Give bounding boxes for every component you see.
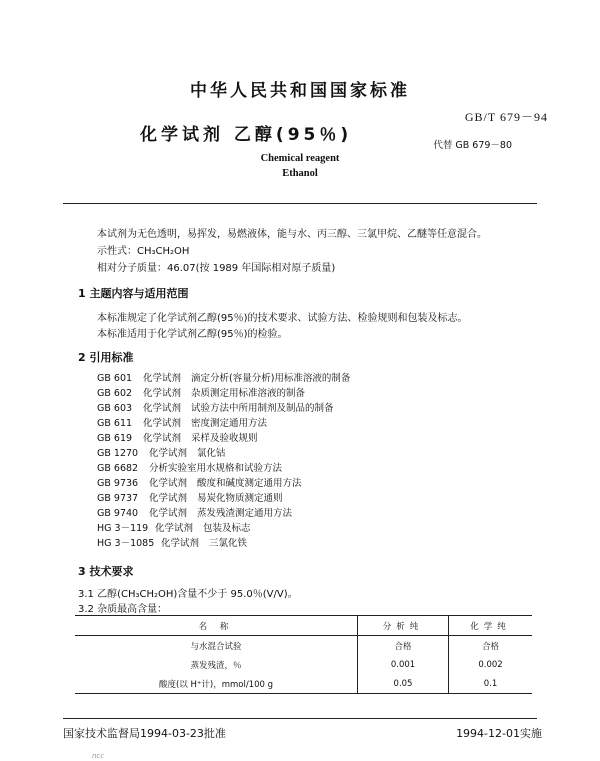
reference-code: HG 3－1085 xyxy=(97,538,155,549)
section-3-item-1: 3.1 乙醇(CH₃CH₂OH)含量不少于 95.0％(V/V)。 xyxy=(78,589,298,600)
table-cell: 蒸发残渣，％ xyxy=(190,660,242,671)
table-header-row xyxy=(75,616,532,636)
reference-publisher: 化学试剂 xyxy=(143,388,182,399)
reference-publisher: 化学试剂 xyxy=(143,373,182,384)
section-3-item-2: 3.2 杂质最高含量： xyxy=(78,604,168,615)
reference-code: GB 611 xyxy=(97,418,133,429)
reference-title: 易炭化物质测定通则 xyxy=(197,493,283,504)
table-cell: 0.001 xyxy=(358,655,449,674)
intro-line-1: 本试剂为无色透明，易挥发，易燃液体，能与水、丙三醇、三氯甲烷、乙醚等任意混合。 xyxy=(97,229,487,240)
table-cell: 与水混合试验 xyxy=(190,641,242,652)
reference-title: 蒸发残渣测定通用方法 xyxy=(197,508,293,519)
reference-publisher: 化学试剂 xyxy=(143,433,182,444)
reference-item xyxy=(97,490,283,504)
reference-title: 密度测定通用方法 xyxy=(191,418,268,429)
intro-line-3: 相对分子质量：46.07(按 1989 年国际相对原子质量) xyxy=(97,263,336,274)
reference-item xyxy=(97,415,267,429)
national-standard-heading: 中华人民共和国国家标准 xyxy=(190,81,410,101)
reference-item xyxy=(97,445,226,459)
reference-publisher: 化学试剂 xyxy=(149,448,188,459)
document-title: 化学试剂 乙醇(95％) xyxy=(140,125,353,145)
margin-note: ncc xyxy=(92,752,105,760)
reference-item xyxy=(97,370,350,384)
reference-code: GB 601 xyxy=(97,373,133,384)
section-2-heading: 2 引用标准 xyxy=(78,351,134,364)
reference-code: GB 6682 xyxy=(97,463,139,474)
table-row xyxy=(75,655,532,674)
english-title-line1: Chemical reagent xyxy=(260,153,340,164)
section-1-heading: 1 主题内容与适用范围 xyxy=(78,287,189,300)
table-cell: 合格 xyxy=(449,636,533,656)
header-divider xyxy=(63,203,537,204)
effective-date: 1994-12-01实施 xyxy=(456,727,542,740)
footer-divider xyxy=(63,718,537,719)
reference-publisher: 化学试剂 xyxy=(155,523,194,534)
replaces-note: 代替 GB 679－80 xyxy=(433,140,512,151)
reference-code: GB 9737 xyxy=(97,493,139,504)
reference-code: GB 619 xyxy=(97,433,133,444)
table-cell: 0.05 xyxy=(358,674,449,694)
column-header-analytical: 分析纯 xyxy=(358,616,449,636)
reference-publisher: 化学试剂 xyxy=(149,493,188,504)
reference-item xyxy=(97,535,247,549)
reference-code: GB 1270 xyxy=(97,448,139,459)
reference-title: 包装及标志 xyxy=(203,523,251,534)
english-title-line2: Ethanol xyxy=(282,168,318,179)
reference-item xyxy=(97,400,334,414)
reference-item xyxy=(97,385,305,399)
reference-publisher: 化学试剂 xyxy=(161,538,200,549)
table-row xyxy=(75,674,532,694)
reference-code: GB 603 xyxy=(97,403,133,414)
reference-publisher: 化学试剂 xyxy=(143,418,182,429)
section-3-heading: 3 技术要求 xyxy=(78,565,134,578)
reference-item xyxy=(97,475,302,489)
section-1-line-1: 本标准规定了化学试剂乙醇(95％)的技术要求、试验方法、检验规则和包装及标志。 xyxy=(97,313,468,324)
section-1-line-2: 本标准适用于化学试剂乙醇(95％)的检验。 xyxy=(97,329,288,340)
impurity-table xyxy=(75,615,532,694)
reference-item xyxy=(97,520,251,534)
reference-title: 氯化钴 xyxy=(197,448,226,459)
reference-code: GB 602 xyxy=(97,388,133,399)
reference-publisher: 化学试剂 xyxy=(143,403,182,414)
reference-title: 杂质测定用标准溶液的制备 xyxy=(191,388,306,399)
table-cell: 合格 xyxy=(358,636,449,656)
reference-title: 酸度和碱度测定通用方法 xyxy=(197,478,302,489)
approval-date: 国家技术监督局1994-03-23批准 xyxy=(63,727,226,740)
reference-publisher: 化学试剂 xyxy=(149,478,188,489)
reference-code: GB 9740 xyxy=(97,508,139,519)
intro-line-2: 示性式：CH₃CH₂OH xyxy=(97,246,190,257)
reference-title: 滴定分析(容量分析)用标准溶液的制备 xyxy=(191,373,351,384)
table-row xyxy=(75,636,532,656)
reference-code: HG 3－119 xyxy=(97,523,149,534)
reference-item xyxy=(97,505,292,519)
table-cell: 0.1 xyxy=(449,674,533,694)
reference-code: GB 9736 xyxy=(97,478,139,489)
reference-title: 采样及验收规则 xyxy=(191,433,258,444)
reference-item xyxy=(97,430,258,444)
reference-title: 三氯化铁 xyxy=(209,538,248,549)
table-cell: 酸度(以 H⁺计)，mmol/100 g xyxy=(75,674,358,694)
table-cell: 0.002 xyxy=(449,655,533,674)
column-header-name: 名 称 xyxy=(75,616,358,636)
standard-number: GB/T 679－94 xyxy=(464,110,548,124)
reference-item xyxy=(97,460,292,474)
column-header-chemical: 化学纯 xyxy=(449,616,533,636)
reference-publisher: 化学试剂 xyxy=(149,508,188,519)
reference-publisher: 分析实验室用水规格和试验方法 xyxy=(149,463,283,474)
reference-title: 试验方法中所用制剂及制品的制备 xyxy=(191,403,334,414)
